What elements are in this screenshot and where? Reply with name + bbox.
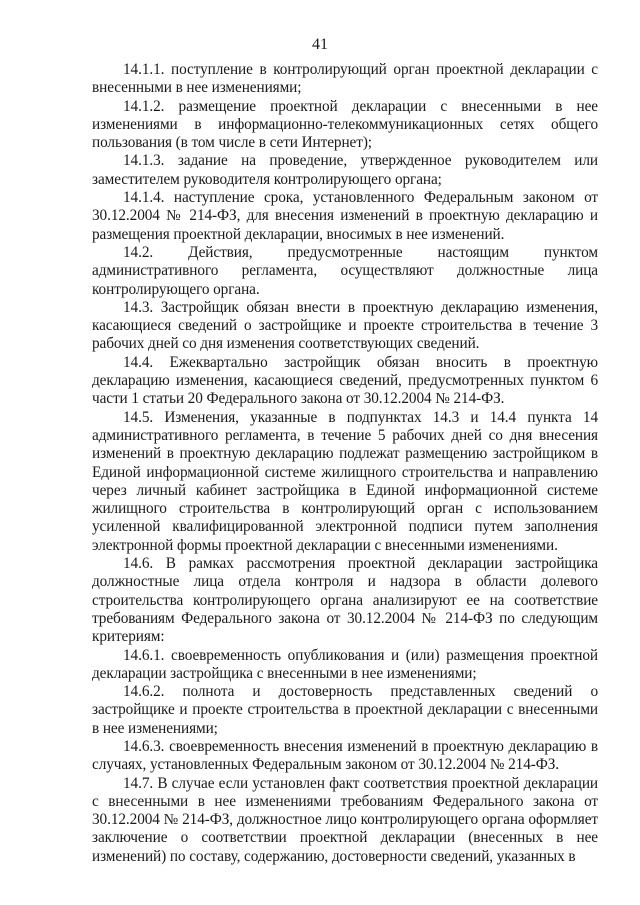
paragraph-14-6: 14.6. В рамках рассмотрения проектной декларации застройщика должностные лица отдела контроля и надзора в области долевого строительства контролирующего органа анализируют ее на соответствие требованиям Федерального закона от 30.12.2004 № 214-ФЗ по следующим критериям: [92, 555, 598, 646]
page-number: 41 [312, 36, 328, 53]
paragraph-14-3: 14.3. Застройщик обязан внести в проектную декларацию изменения, касающиеся сведений о застройщике и проекте строительства в течение 3 рабочих дней со дня изменения соответствующих сведений. [92, 298, 598, 353]
paragraph-14-4: 14.4. Ежеквартально застройщик обязан вносить в проектную декларацию изменения, касающиеся сведений, предусмотренных пунктом 6 части 1 статьи 20 Федерального закона от 30.12.2004 № 214-ФЗ. [92, 353, 598, 408]
document-body [92, 61, 598, 866]
paragraph-14-1-3: 14.1.3. задание на проведение, утвержденное руководителем или заместителем руководителя контролирующего органа; [92, 152, 598, 188]
paragraph-14-6-3: 14.6.3. своевременность внесения изменений в проектную декларацию в случаях, установленных Федеральным законом от 30.12.2004 № 214-ФЗ. [92, 737, 598, 774]
paragraph-14-1-1: 14.1.1. поступление в контролирующий орган проектной декларации с внесенными в нее изменениями; [92, 61, 598, 97]
paragraph-14-5: 14.5. Изменения, указанные в подпунктах 14.3 и 14.4 пункта 14 административного регламента, в течение 5 рабочих дней со дня внесения изменений в проектную декларацию подлежат размещению застройщиком в Единой информационной системе жилищного строительства и направлению через личный кабинет застройщика в Единой информационной системе жилищного строительства в контролирующий орган с использованием усиленной квалифицированной электронной подписи путем заполнения электронной формы проектной декларации с внесенными изменениями. [92, 408, 598, 554]
paragraph-14-2: 14.2. Действия, предусмотренные настоящим пунктом административного регламента, осуществляют должностные лица контролирующего органа. [92, 243, 598, 298]
paragraph-14-1-2: 14.1.2. размещение проектной декларации с внесенными в нее изменениями в информационно-телекоммуникационных сетях общего пользования (в том числе в сети Интернет); [92, 97, 598, 152]
paragraph-14-6-2: 14.6.2. полнота и достоверность представленных сведений о застройщике и проекте строительства в проектной декларации с внесенными в нее изменениями; [92, 683, 598, 737]
paragraph-14-7: 14.7. В случае если установлен факт соответствия проектной декларации с внесенными в нее изменениями требованиям Федерального закона от 30.12.2004 № 214-ФЗ, должностное лицо контролирующего органа оформляет заключение о соответствии проектной декларации (внесенных в нее изменений) по составу, содержанию, достоверности сведений, указанных в [92, 774, 598, 865]
paragraph-14-1-4: 14.1.4. наступление срока, установленного Федеральным законом от 30.12.2004 № 214-ФЗ, для внесения изменений в проектную декларацию и размещения проектной декларации, вносимых в нее изменений. [92, 189, 598, 243]
paragraph-14-6-1: 14.6.1. своевременность опубликования и (или) размещения проектной декларации застройщика с внесенными в нее изменениями; [92, 646, 598, 682]
